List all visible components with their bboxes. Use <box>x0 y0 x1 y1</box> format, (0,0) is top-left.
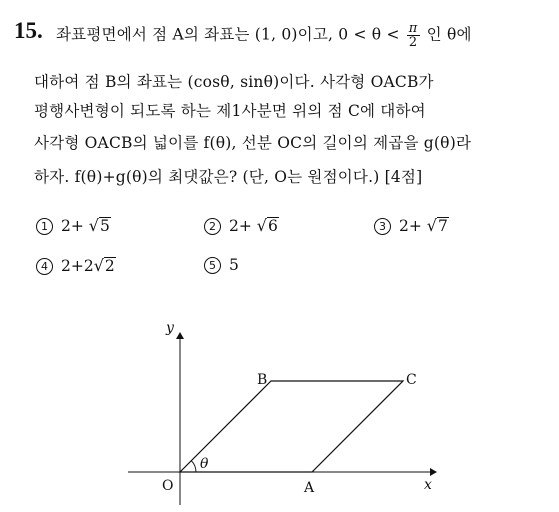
choice-3-marker: 3 <box>374 218 391 235</box>
problem-line-2: 대하여 점 B의 좌표는 (cosθ, sinθ)이다. 사각형 OACB가 <box>34 73 434 91</box>
fraction-numerator: π <box>408 21 418 36</box>
choice-3-radicand: 7 <box>437 217 448 235</box>
fraction-denominator: 2 <box>408 35 418 50</box>
point-b-label: B <box>257 372 268 388</box>
x-axis-label: x <box>424 477 432 493</box>
question-number: 15. <box>14 18 43 43</box>
choice-2-prefix: 2+ <box>229 217 257 235</box>
problem-line-1-text-b: 인 θ에 <box>426 25 472 44</box>
choice-4-marker: 4 <box>36 258 53 275</box>
origin-label: O <box>162 478 174 494</box>
theta-label: θ <box>200 456 209 472</box>
choice-3-prefix: 2+ <box>399 217 427 235</box>
problem-line-4: 사각형 OACB의 넓이를 f(θ), 선분 OC의 길이의 제곱을 g(θ)라 <box>34 134 472 152</box>
choice-1-prefix: 2+ <box>61 217 89 235</box>
problem-line-3: 평행사변형이 되도록 하는 제1사분면 위의 점 C에 대하여 <box>34 102 426 120</box>
choice-5-text: 5 <box>229 256 239 274</box>
point-a-label: A <box>304 480 315 496</box>
sqrt-icon: √ <box>256 216 267 235</box>
choice-5-marker: 5 <box>204 257 221 274</box>
point-c-label: C <box>406 372 417 388</box>
problem-line-1-text-a: 좌표평면에서 점 A의 좌표는 (1, 0)이고, 0 < θ < <box>56 25 400 44</box>
theta-arc <box>191 461 196 472</box>
parallelogram-oacb <box>180 381 403 472</box>
y-axis-label: y <box>166 320 174 336</box>
choice-2-radicand: 6 <box>267 217 278 235</box>
choice-1-radicand: 5 <box>99 217 110 235</box>
choice-4-radicand: 2 <box>104 257 115 275</box>
choice-4-prefix: 2+2 <box>61 257 94 275</box>
choice-2-marker: 2 <box>204 218 221 235</box>
sqrt-icon: √ <box>88 216 99 235</box>
sqrt-icon: √ <box>426 216 437 235</box>
sqrt-icon: √ <box>93 256 104 275</box>
problem-line-5: 하자. f(θ)+g(θ)의 최댓값은? (단, O는 원점이다.) [4점] <box>34 168 423 186</box>
choice-1-marker: 1 <box>36 218 53 235</box>
